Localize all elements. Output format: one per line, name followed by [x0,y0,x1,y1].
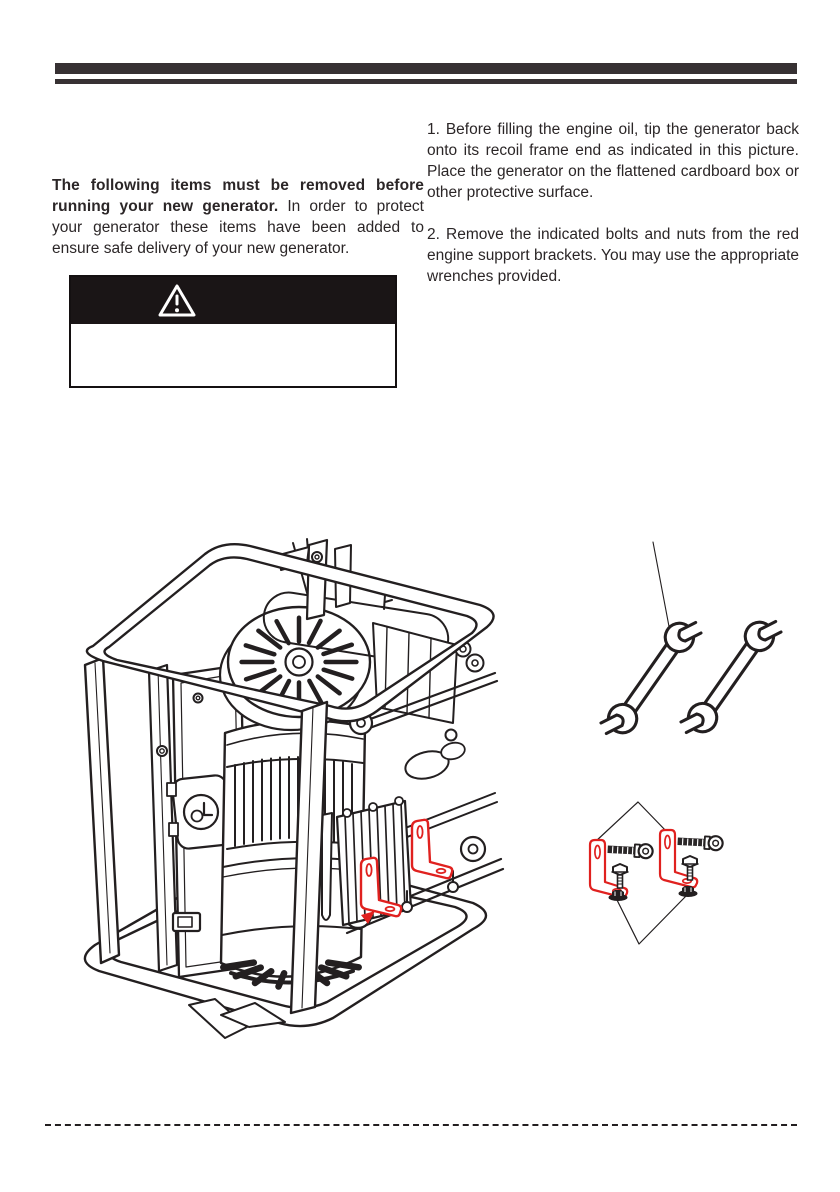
wrenches-figure [560,520,820,750]
wrench-leader-line [653,542,671,637]
header-rule-thick [55,63,797,74]
intro-lead-rest: In order to protect your generator these items have been added to ensure safe delivery of your new generator. [52,198,424,257]
hex-bolt [677,834,723,850]
wrenches-drawing [560,520,820,750]
intro-lead-bold: The following items must be removed before running your new generator. [52,177,424,215]
warning-triangle-icon [157,283,197,319]
hardware-drawing [570,780,810,970]
header-rule-thin [55,79,797,84]
rocker-switch [173,913,200,931]
step-1-paragraph: 1. Before filling the engine oil, tip the generator back onto its recoil frame end as indicated in this picture. Place the generator on the flattened cardboard box or other protective surface. [427,121,799,201]
steps-column [427,119,799,308]
open-end-wrench [669,602,794,750]
warning-box [69,275,397,388]
bottom-dashed-divider [45,1124,797,1126]
step-2-paragraph: 2. Remove the indicated bolts and nuts from the red engine support brackets. You may use the appropriate wrenches provided. [427,226,799,285]
intro-paragraph [52,175,424,259]
warning-box-header [71,277,395,324]
hex-bolt [607,842,653,858]
red-support-bracket [412,820,452,878]
hardware-figure [570,780,810,970]
generator-line-drawing [55,515,515,1075]
panel-screw [157,746,167,756]
generator-figure [55,515,515,1075]
panel-screw [194,694,203,703]
